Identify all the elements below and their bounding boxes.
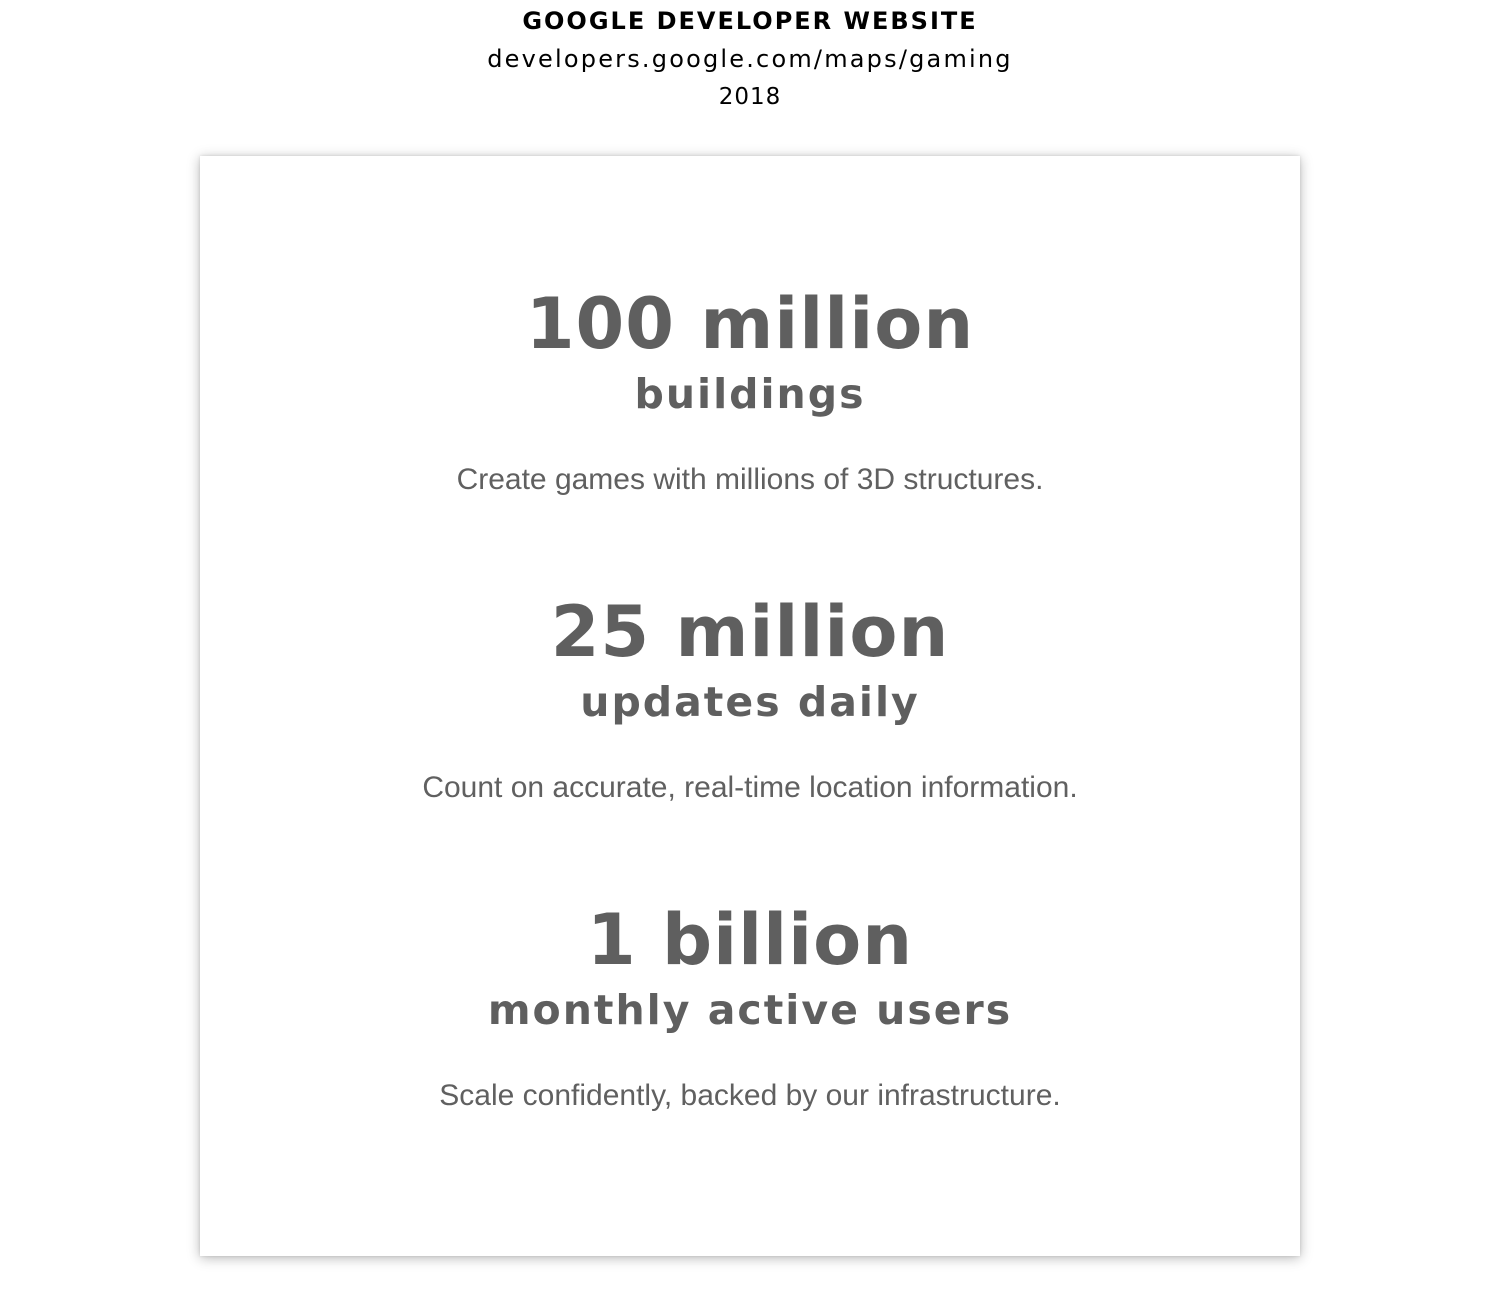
stat-description: Create games with millions of 3D structures. [456,463,1044,496]
stat-label: updates daily [580,678,920,726]
stat-label: buildings [634,370,866,418]
stat-description: Count on accurate, real-time location information. [422,771,1078,804]
caption-title: GOOGLE DEVELOPER WEBSITE [522,7,978,35]
stat-number: 25 million [550,591,950,673]
caption-url: developers.google.com/maps/gaming [487,45,1013,73]
stat-label: monthly active users [487,986,1013,1034]
stat-description: Scale confidently, backed by our infrastructure. [439,1079,1061,1112]
stat-number: 1 billion [586,899,914,981]
stats-card [200,156,1300,1256]
caption-year: 2018 [718,84,782,110]
stat-number: 100 million [525,283,975,365]
